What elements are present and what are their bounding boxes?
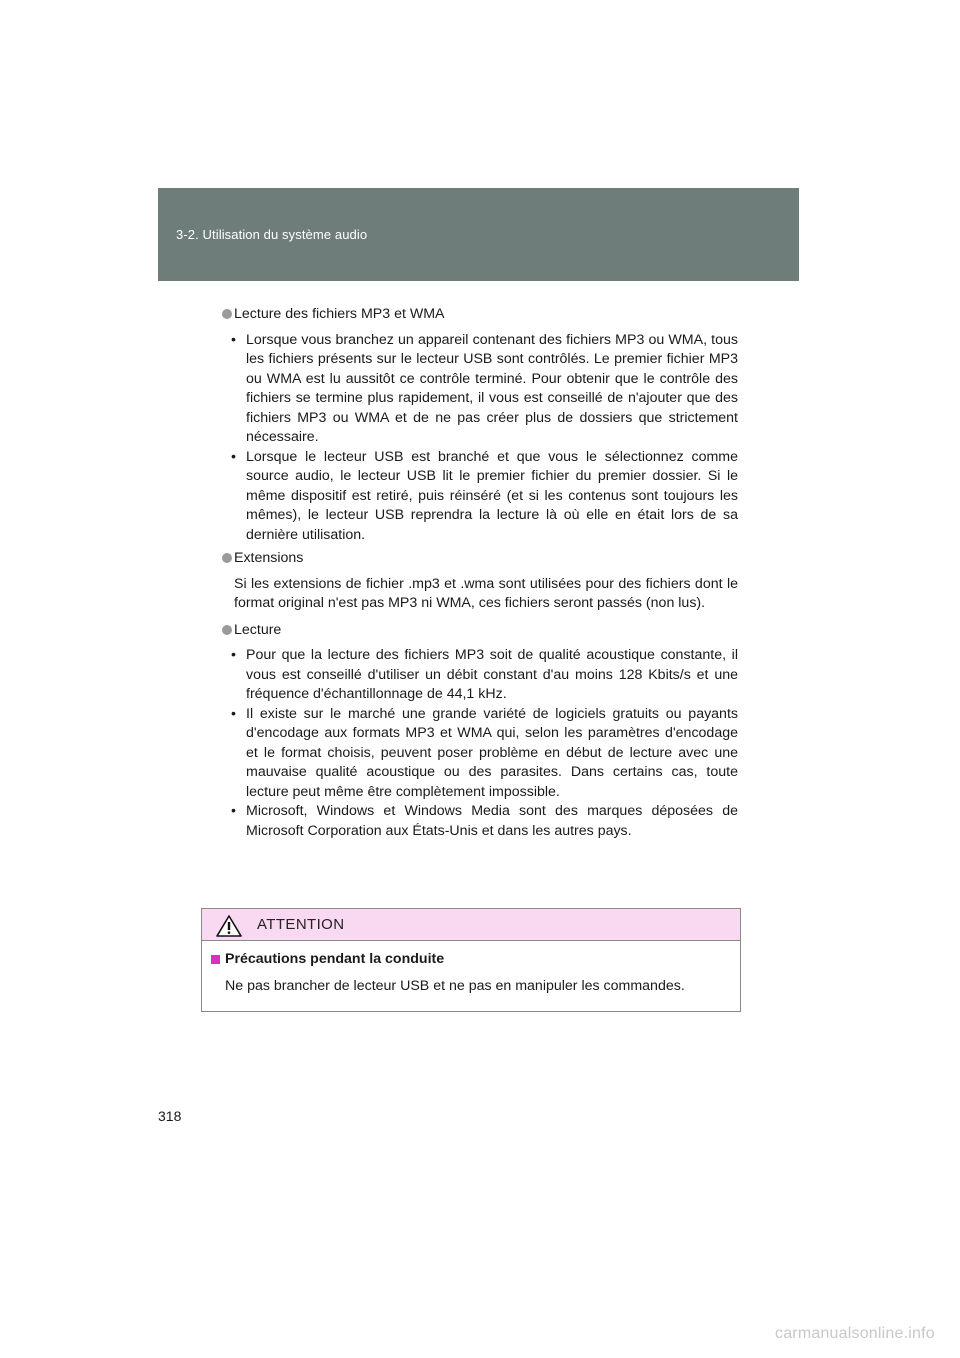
section-title: 3-2. Utilisation du système audio <box>176 227 368 242</box>
list-item: • Lorsque le lecteur USB est branché et que vous le sélectionnez comme source audio, le lecteur USB lit le premier fichier du premier dossier. Si le même dispositif est retiré, puis réinséré (et si les contenus sont toujours les mêmes), le lecteur USB reprendra la lecture là où elle en était lors de sa dernière utilisation. <box>231 448 738 543</box>
warning-triangle-icon <box>216 915 242 937</box>
round-bullet-icon <box>222 625 232 635</box>
list-mp3-wma <box>222 331 738 546</box>
extensions-paragraph: Si les extensions de fichier .mp3 et .wma sont utilisées pour des fichiers dont le format original n'est pas MP3 ni WMA, ces fichiers seront passés (non lus). <box>234 575 738 611</box>
attention-body: Ne pas brancher de lecteur USB et ne pas en manipuler les commandes. <box>225 978 685 994</box>
page-number: 318 <box>158 1108 182 1124</box>
square-bullet-icon <box>211 955 220 964</box>
attention-title: ATTENTION <box>257 916 345 933</box>
attention-header <box>202 909 740 941</box>
section-heading-lecture: Lecture <box>222 621 738 641</box>
round-bullet-icon <box>222 553 232 563</box>
section-header-bar <box>158 188 799 281</box>
round-bullet-icon <box>222 309 232 319</box>
attention-box <box>201 908 741 1012</box>
list-item: • Microsoft, Windows et Windows Media sont des marques déposées de Microsoft Corporation aux États-Unis et dans les autres pays. <box>231 803 738 839</box>
list-item: • Pour que la lecture des fichiers MP3 soit de qualité acoustique constante, il vous est conseillé d'utiliser un débit constant d'au moins 128 Kbits/s et une fréquence d'échantillonnage de 44,1 kHz. <box>231 647 738 702</box>
main-content <box>222 305 738 845</box>
section-heading-extensions: Extensions <box>222 549 738 569</box>
list-item: • Il existe sur le marché une grande variété de logiciels gratuits ou payants d'encodage aux formats MP3 et WMA qui, selon les paramètres d'encodage et le format choisis, peuvent poser problème en début de lecture avec une mauvaise qualité acoustique ou des parasites. Dans certains cas, toute lecture peut même être complètement impossible. <box>231 705 738 800</box>
footer-watermark: carmanualsonline.info <box>775 1325 935 1342</box>
section-heading-mp3-wma: Lecture des fichiers MP3 et WMA <box>222 305 738 325</box>
attention-subheading: Précautions pendant la conduite <box>211 951 444 967</box>
list-item: • Lorsque vous branchez un appareil contenant des fichiers MP3 ou WMA, tous les fichiers présents sur le lecteur USB sont contrôlés. Le premier fichier MP3 ou WMA est lu aussitôt ce contrôle terminé. Pour obtenir que le contrôle des fichiers se termine plus rapidement, il vous est conseillé de n'ajouter que des fichiers MP3 ou WMA et de ne pas créer plus de dossiers que strictement nécessaire. <box>231 331 738 445</box>
list-lecture <box>222 646 738 841</box>
